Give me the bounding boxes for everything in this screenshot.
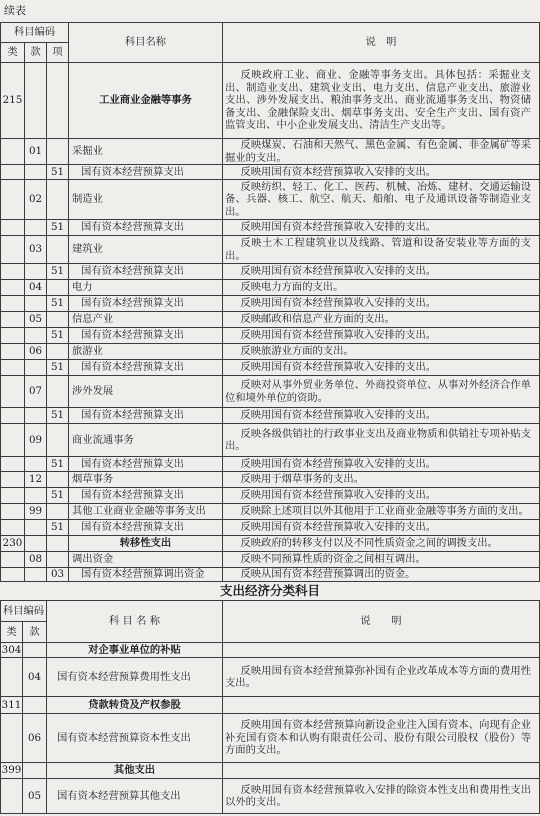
subject-name-cell: 其他支出 [47, 763, 223, 779]
description-cell [223, 763, 540, 779]
code-kuan-cell: 06 [25, 344, 47, 360]
code-lei-cell [1, 568, 25, 582]
code-xiang-cell [47, 472, 69, 488]
code-kuan-cell [25, 536, 47, 552]
table-row [1, 376, 540, 408]
subject-name-cell: 其他工业商业金融等事务支出 [69, 504, 223, 520]
code-lei-cell [1, 376, 25, 408]
subject-name-cell: 国有资本经营预算支出 [69, 220, 223, 236]
table-row [1, 236, 540, 264]
table-row [1, 165, 540, 180]
table-row [1, 264, 540, 280]
header-description: 说 明 [223, 23, 540, 63]
code-lei-cell: 399 [1, 763, 23, 779]
table-row [1, 63, 540, 139]
table-row [1, 328, 540, 344]
table-row [1, 488, 540, 504]
table-row [1, 220, 540, 236]
code-lei-cell [1, 408, 25, 424]
description-cell: 反映用国有资本经营预算收入安排的支出。 [223, 520, 540, 536]
description-cell: 反映各级供销社的行政事业支出及商业物质和供销社专项补贴支出。 [223, 424, 540, 457]
table-row [1, 643, 540, 658]
table-row [1, 280, 540, 296]
code-kuan-cell [25, 360, 47, 376]
subject-name-cell: 国有资本经营预算支出 [69, 328, 223, 344]
table-row [1, 312, 540, 328]
code-kuan-cell [25, 296, 47, 312]
code-kuan-cell [23, 763, 47, 779]
table-row [1, 139, 540, 165]
table-row [1, 779, 540, 814]
header-row [1, 601, 540, 622]
code-xiang-cell: 51 [47, 328, 69, 344]
code-lei-cell [1, 779, 23, 814]
code-lei-cell: 304 [1, 643, 22, 656]
subject-name-cell: 电力 [69, 280, 223, 296]
code-kuan-cell [25, 457, 47, 472]
code-lei-cell: 311 [1, 697, 23, 714]
subject-name-cell: 国有资本经营预算支出 [69, 488, 223, 504]
header-subject-name: 科 目 名 称 [47, 601, 223, 643]
table-row [1, 360, 540, 376]
header-code-group: 科目编码 [1, 601, 47, 622]
table-row [1, 697, 540, 714]
code-xiang-cell: 51 [47, 220, 69, 236]
continued-label: 续表 [4, 4, 26, 17]
code-xiang-cell [47, 236, 69, 264]
subject-name-cell: 烟草事务 [69, 472, 223, 488]
subject-name-cell: 国有资本经营预算资本性支出 [47, 714, 223, 763]
subject-name-cell: 国有资本经营预算支出 [69, 165, 223, 180]
description-cell: 反映纺织、轻工、化工、医药、机械、冶炼、建材、交通运输设备、兵器、核工、航空、航天、船舶、电子及通讯设备等制造业支出。 [223, 180, 540, 220]
description-cell: 反映用国有资本经营预算弥补国有企业改革成本等方面的费用性支出。 [223, 658, 540, 697]
code-xiang-cell [47, 139, 69, 165]
table-row [1, 568, 540, 582]
code-lei-cell [1, 472, 25, 488]
code-xiang-cell [47, 280, 69, 296]
description-cell [223, 697, 540, 714]
description-cell: 反映不同预算性质的资金之间相互调出。 [223, 552, 540, 568]
code-lei-cell [1, 658, 23, 697]
header-kuan: 款 [25, 43, 47, 63]
header-lei: 类 [1, 43, 25, 63]
subject-name-cell: 国有资本经营预算支出 [69, 520, 223, 536]
code-lei-cell [1, 424, 25, 457]
code-lei-cell [1, 504, 25, 520]
table-row [1, 472, 540, 488]
code-kuan-cell: 09 [25, 424, 47, 457]
description-cell: 反映用国有资本经营预算收入安排的支出。 [223, 328, 540, 344]
code-kuan-cell: 01 [25, 139, 47, 165]
code-lei-cell [1, 552, 25, 568]
code-lei-cell [1, 520, 25, 536]
description-cell: 反映用国有资本经营预算收入安排的支出。 [223, 264, 540, 280]
code-kuan-cell [25, 264, 47, 280]
description-cell: 反映土木工程建筑业以及线路、管道和设备安装业等方面的支出。 [223, 236, 540, 264]
description-cell: 反映用国有资本经营预算收入安排的支出。 [223, 488, 540, 504]
subject-name-cell: 信息产业 [69, 312, 223, 328]
code-xiang-cell [47, 180, 69, 220]
subject-name-cell: 贷款转贷及产权参股 [47, 697, 223, 714]
code-lei-cell [1, 180, 25, 220]
table-row [1, 457, 540, 472]
code-kuan-cell: 05 [23, 779, 47, 814]
description-cell: 反映用国有资本经营预算收入安排的支出。 [223, 220, 540, 236]
header-description: 说 明 [223, 601, 540, 643]
subject-name-cell: 商业流通事务 [69, 424, 223, 457]
code-lei-cell: 215 [1, 63, 25, 139]
description-cell: 反映除上述项目以外其他用于工业商业金融等事务方面的支出。 [223, 504, 540, 520]
description-cell: 反映用国有资本经营预算收入安排的支出。 [223, 296, 540, 312]
code-xiang-cell: 51 [47, 264, 69, 280]
income-subject-table [0, 22, 540, 582]
code-kuan-cell [23, 697, 47, 714]
description-cell: 反映用于烟草事务的支出。 [223, 472, 540, 488]
header-lei: 类 [1, 622, 23, 643]
code-xiang-cell [47, 552, 69, 568]
description-cell: 反映用国有资本经营预算收入安排的支出。 [223, 360, 540, 376]
code-kuan-cell: 07 [25, 376, 47, 408]
section-title: 支出经济分类科目 [219, 583, 320, 598]
code-lei-cell [1, 165, 25, 180]
table-row [1, 344, 540, 360]
code-xiang-cell [47, 504, 69, 520]
economic-classification-table [0, 600, 540, 814]
subject-name-cell: 国有资本经营预算支出 [69, 296, 223, 312]
subject-name-cell: 转移性支出 [69, 536, 223, 552]
code-kuan-cell: 04 [25, 280, 47, 296]
table-row [1, 408, 540, 424]
subject-name-cell: 国有资本经营预算支出 [69, 360, 223, 376]
code-xiang-cell: 51 [47, 488, 69, 504]
description-cell: 反映用国有资本经营预算收入安排的支出。 [223, 165, 540, 180]
table-row [1, 536, 540, 552]
code-kuan-cell [23, 643, 47, 658]
description-cell: 反映用国有资本经营预算收入安排的支出。 [223, 408, 540, 424]
code-lei-cell [1, 457, 25, 472]
code-kuan-cell [25, 328, 47, 344]
code-kuan-cell [25, 165, 47, 180]
subject-name-cell: 涉外发展 [69, 376, 223, 408]
subject-name-cell: 对企事业单位的补贴 [47, 643, 223, 658]
code-xiang-cell: 03 [47, 568, 69, 582]
code-kuan-cell [25, 488, 47, 504]
code-kuan-cell: 08 [25, 552, 47, 568]
subject-name-cell: 建筑业 [69, 236, 223, 264]
table-row [1, 424, 540, 457]
description-cell: 反映用国有资本经营预算收入安排的除资本性支出和费用性支出以外的支出。 [223, 779, 540, 814]
code-xiang-cell [47, 63, 69, 139]
header-kuan: 款 [23, 622, 47, 643]
table-row [1, 763, 540, 779]
code-kuan-cell [25, 520, 47, 536]
code-xiang-cell: 51 [47, 296, 69, 312]
code-xiang-cell: 51 [47, 165, 69, 180]
description-cell: 反映用国有资本经营预算向新设企业注入国有资本、向现有企业补充国有资本和认购有限责任公司、股份有限公司股权（股份）等方面的支出。 [223, 714, 540, 763]
subject-name-cell: 国有资本经营预算其他支出 [47, 779, 223, 814]
subject-name-cell: 采掘业 [69, 139, 223, 165]
code-lei-cell [1, 328, 25, 344]
subject-name-cell: 旅游业 [69, 344, 223, 360]
code-lei-cell: 230 [1, 536, 25, 552]
code-xiang-cell [47, 344, 69, 360]
subject-name-cell: 国有资本经营预算支出 [69, 264, 223, 280]
code-kuan-cell: 03 [25, 236, 47, 264]
code-kuan-cell: 12 [25, 472, 47, 488]
code-xiang-cell [47, 536, 69, 552]
subject-name-cell: 国有资本经营预算支出 [69, 408, 223, 424]
table-row [1, 296, 540, 312]
description-cell: 反映用国有资本经营预算收入安排的支出。 [223, 457, 540, 472]
code-lei-cell [1, 714, 23, 763]
description-cell: 反映政府的转移支付以及不同性质资金之间的调拨支出。 [223, 536, 540, 552]
description-cell: 反映电力方面的支出。 [223, 280, 540, 296]
code-kuan-cell: 05 [25, 312, 47, 328]
subject-name-cell: 制造业 [69, 180, 223, 220]
code-lei-cell [1, 264, 25, 280]
code-lei-cell [1, 344, 25, 360]
code-kuan-cell [25, 408, 47, 424]
code-kuan-cell [25, 568, 47, 582]
code-lei-cell [1, 280, 25, 296]
description-cell: 反映政府工业、商业、金融等事务支出。具体包括：采掘业支出、制造业支出、建筑业支出、电力支出、信息产业支出、旅游业支出、涉外发展支出、粮油事务支出、商业流通事务支出、物资储备支出、金融保险支出、烟草事务支出、安全生产支出、国有资产监管支出、中小企业发展支出、清洁生产支出等。 [223, 63, 540, 139]
table-row [1, 658, 540, 697]
subject-name-cell: 调出资金 [69, 552, 223, 568]
subject-name-cell: 国有资本经营预算调出资金 [69, 568, 223, 582]
description-cell: 反映煤炭、石油和天然气、黑色金属、有色金属、非金属矿等采掘业的支出。 [223, 139, 540, 165]
code-xiang-cell: 51 [47, 457, 69, 472]
code-lei-cell [1, 139, 25, 165]
code-lei-cell [1, 312, 25, 328]
subject-name-cell: 工业商业金融等事务 [69, 63, 223, 139]
subject-name-cell: 国有资本经营预算费用性支出 [47, 658, 223, 697]
code-kuan-cell: 02 [25, 180, 47, 220]
header-code-group: 科目编码 [1, 23, 69, 43]
header-row [1, 23, 540, 43]
code-xiang-cell [47, 376, 69, 408]
header-xiang: 项 [47, 43, 69, 63]
code-kuan-cell: 04 [23, 658, 47, 697]
code-xiang-cell [47, 424, 69, 457]
code-xiang-cell: 51 [47, 520, 69, 536]
code-lei-cell [1, 488, 25, 504]
description-cell: 反映从国有资本经营预算调出的资金。 [223, 568, 540, 582]
table-row [1, 504, 540, 520]
description-cell: 反映对从事外贸业务单位、外商投资单位、从事对外经济合作单位和境外单位的资助。 [223, 376, 540, 408]
code-lei-cell [1, 236, 25, 264]
code-kuan-cell [25, 220, 47, 236]
code-lei-cell [1, 296, 25, 312]
table-row [1, 180, 540, 220]
code-lei-cell [1, 360, 25, 376]
header-subject-name: 科目名称 [69, 23, 223, 63]
code-lei-cell [1, 220, 25, 236]
description-cell: 反映邮政和信息产业方面的支出。 [223, 312, 540, 328]
code-kuan-cell: 06 [23, 714, 47, 763]
subject-name-cell: 国有资本经营预算支出 [69, 457, 223, 472]
code-kuan-cell: 99 [25, 504, 47, 520]
table-row [1, 552, 540, 568]
description-cell: 反映旅游业方面的支出。 [223, 344, 540, 360]
code-xiang-cell: 51 [47, 360, 69, 376]
code-xiang-cell: 51 [47, 408, 69, 424]
code-kuan-cell [25, 63, 47, 139]
description-cell [223, 643, 540, 658]
code-xiang-cell [47, 312, 69, 328]
table-row [1, 520, 540, 536]
table-row [1, 714, 540, 763]
